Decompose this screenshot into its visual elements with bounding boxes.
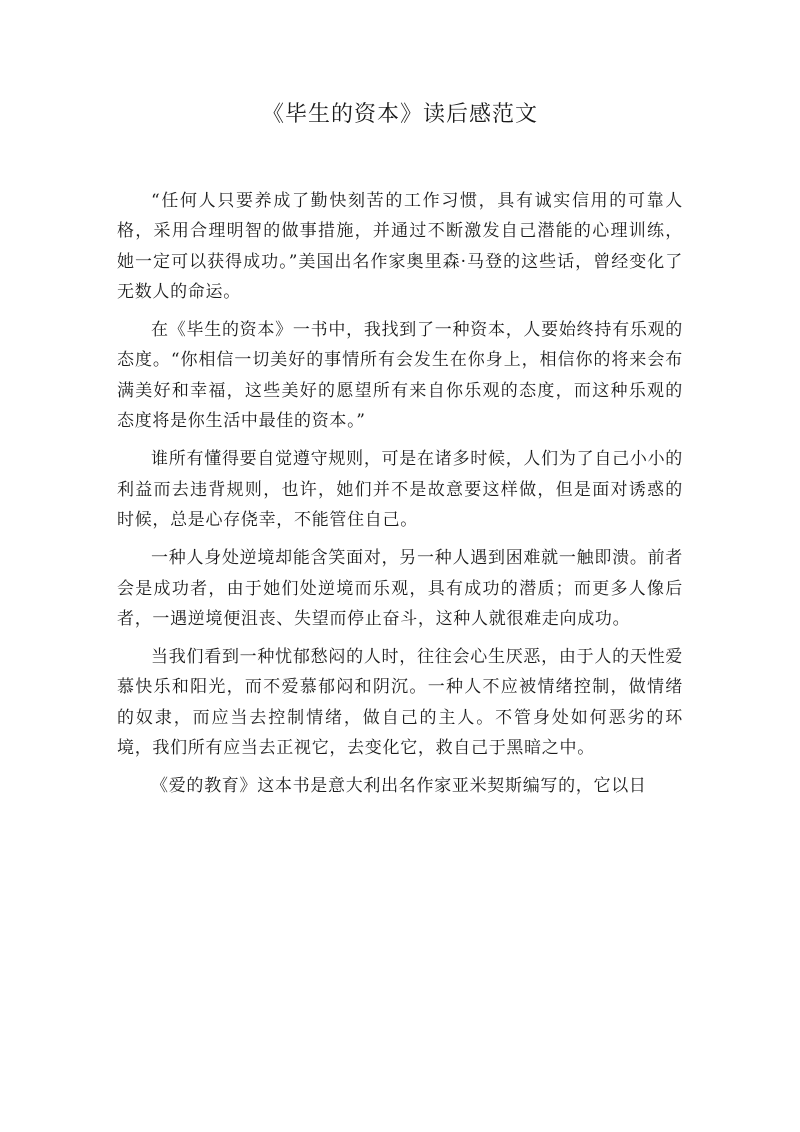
document-body bbox=[117, 186, 683, 810]
paragraph: 在《毕生的资本》一书中，我找到了一种资本，人要始终持有乐观的态度。“你相信一切美好的事情所有会发生在你身上，相信你的将来会布满美好和幸福，这些美好的愿望所有来自你乐观的态度，而这种乐观的态度将是你生活中最佳的资本。” bbox=[117, 320, 683, 432]
document-title: 《毕生的资本》读后感范文 bbox=[261, 102, 538, 127]
paragraph: “任何人只要养成了勤快刻苦的工作习惯，具有诚实信用的可靠人格，采用合理明智的做事措施，并通过不断激发自己潜能的心理训练，她一定可以获得成功。”美国出名作家奥里森·马登的这些话，曾经变化了无数人的命运。 bbox=[117, 191, 683, 302]
paragraph: 一种人身处逆境却能含笑面对，另一种人遇到困难就一触即溃。前者会是成功者，由于她们处逆境而乐观，具有成功的潜质；而更多人像后者，一遇逆境便沮丧、失望而停止奋斗，这种人就很难走向成功。 bbox=[117, 548, 683, 629]
paragraph: 谁所有懂得要自觉遵守规则，可是在诸多时候，人们为了自己小小的利益而去违背规则，也许，她们并不是故意要这样做，但是面对诱惑的时候，总是心存侥幸，不能管住自己。 bbox=[117, 449, 683, 530]
paragraph: 《爱的教育》这本书是意大利出名作家亚米契斯编写的，它以日 bbox=[151, 776, 647, 797]
paragraph: 当我们看到一种忧郁愁闷的人时，往往会心生厌恶，由于人的天性爱慕快乐和阳光，而不爱慕郁闷和阴沉。一种人不应被情绪控制，做情绪的奴隶，而应当去控制情绪，做自己的主人。不管身处如何恶劣的环境，我们所有应当去正视它，去变化它，救自己于黑暗之中。 bbox=[117, 647, 683, 759]
